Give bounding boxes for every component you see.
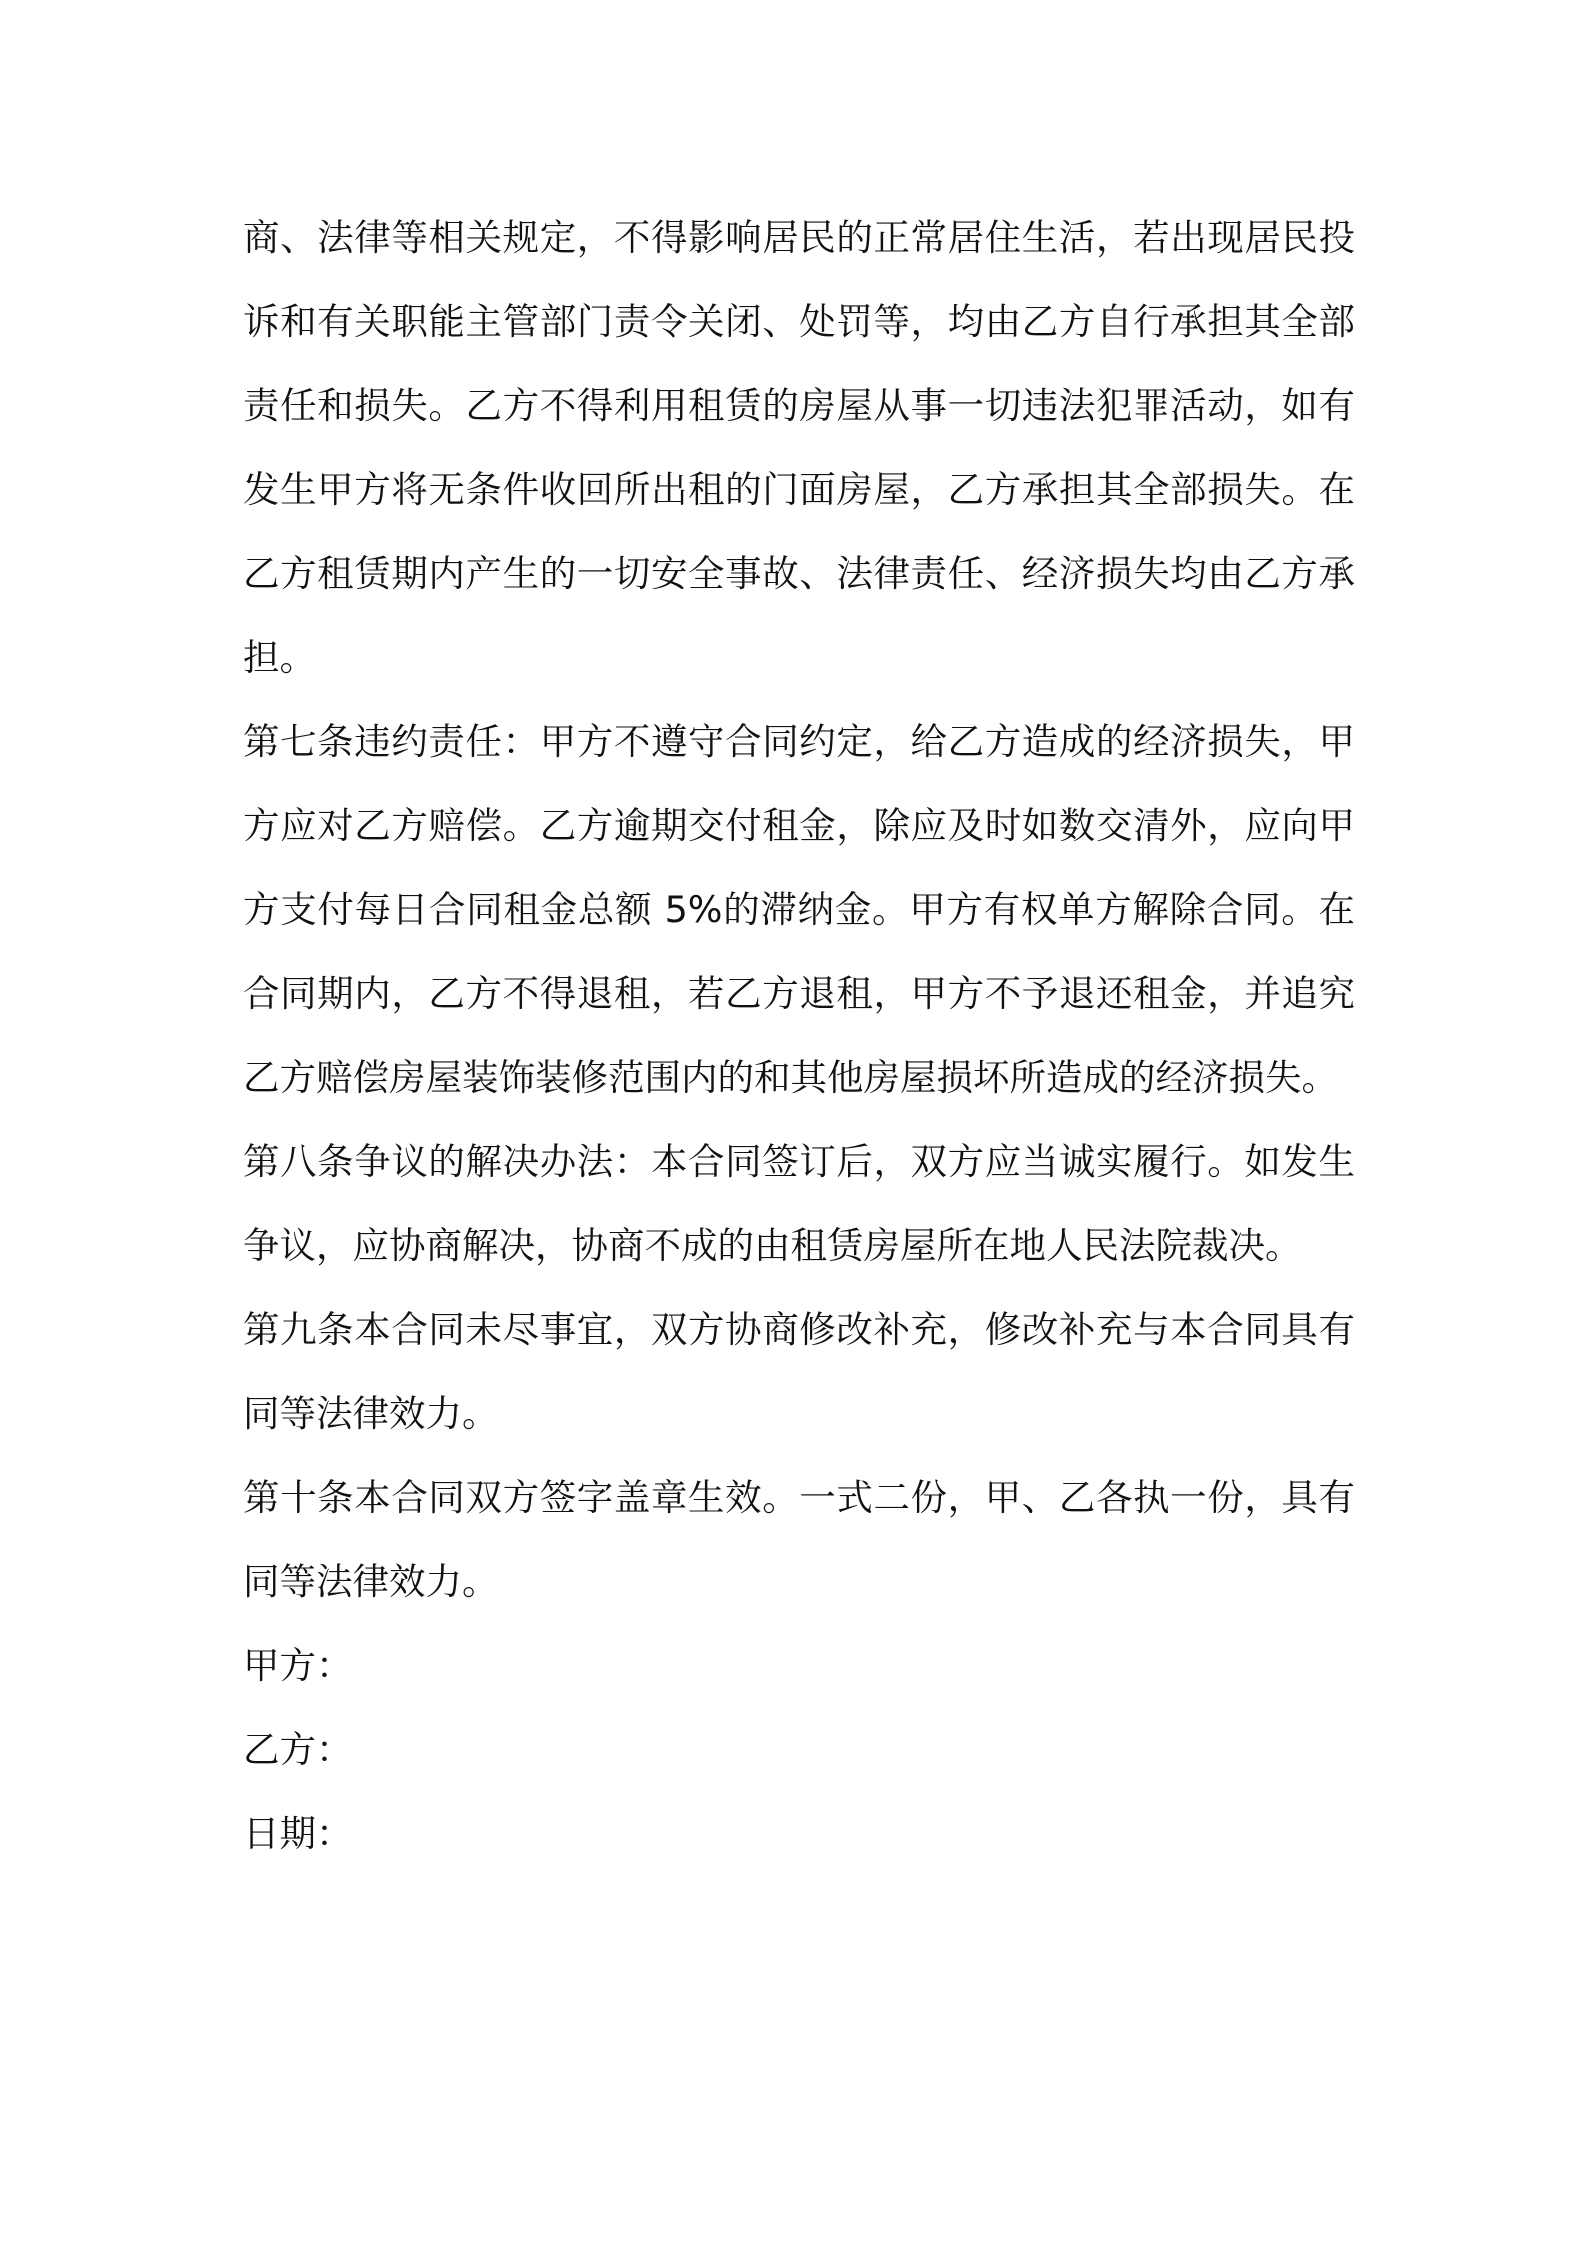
signature-date: 日期： (243, 1812, 353, 1855)
document-page (243, 196, 1355, 1876)
paragraph-article-8-dispute: 第八条争议的解决办法：本合同签订后，双方应当诚实履行。如发生争议，应协商解决，协商不成的由租赁房屋所在地人民法院裁决。 (243, 1140, 1355, 1267)
paragraph-article-10-effect: 第十条本合同双方签字盖章生效。一式二份，甲、乙各执一份，具有同等法律效力。 (243, 1476, 1355, 1603)
paragraph-article-9-supplement: 第九条本合同未尽事宜，双方协商修改补充，修改补充与本合同具有同等法律效力。 (243, 1308, 1355, 1435)
paragraph-article-7-breach: 第七条违约责任：甲方不遵守合同约定，给乙方造成的经济损失，甲方应对乙方赔偿。乙方逾期交付租金，除应及时如数交清外，应向甲方支付每日合同租金总额 5%的滞纳金。甲方有权单方解除合同。在合同期内，乙方不得退租，若乙方退租，甲方不予退还租金，并追究乙方赔偿房屋装饰装修范围内的和其他房屋损坏所造成的经济损失。 (243, 720, 1355, 1099)
signature-party-b: 乙方： (243, 1728, 353, 1771)
signature-party-a: 甲方： (243, 1644, 353, 1687)
paragraph-liability-continuation: 商、法律等相关规定，不得影响居民的正常居住生活，若出现居民投诉和有关职能主管部门责令关闭、处罚等，均由乙方自行承担其全部责任和损失。乙方不得利用租赁的房屋从事一切违法犯罪活动，如有发生甲方将无条件收回所出租的门面房屋，乙方承担其全部损失。在乙方租赁期内产生的一切安全事故、法律责任、经济损失均由乙方承担。 (243, 216, 1355, 679)
